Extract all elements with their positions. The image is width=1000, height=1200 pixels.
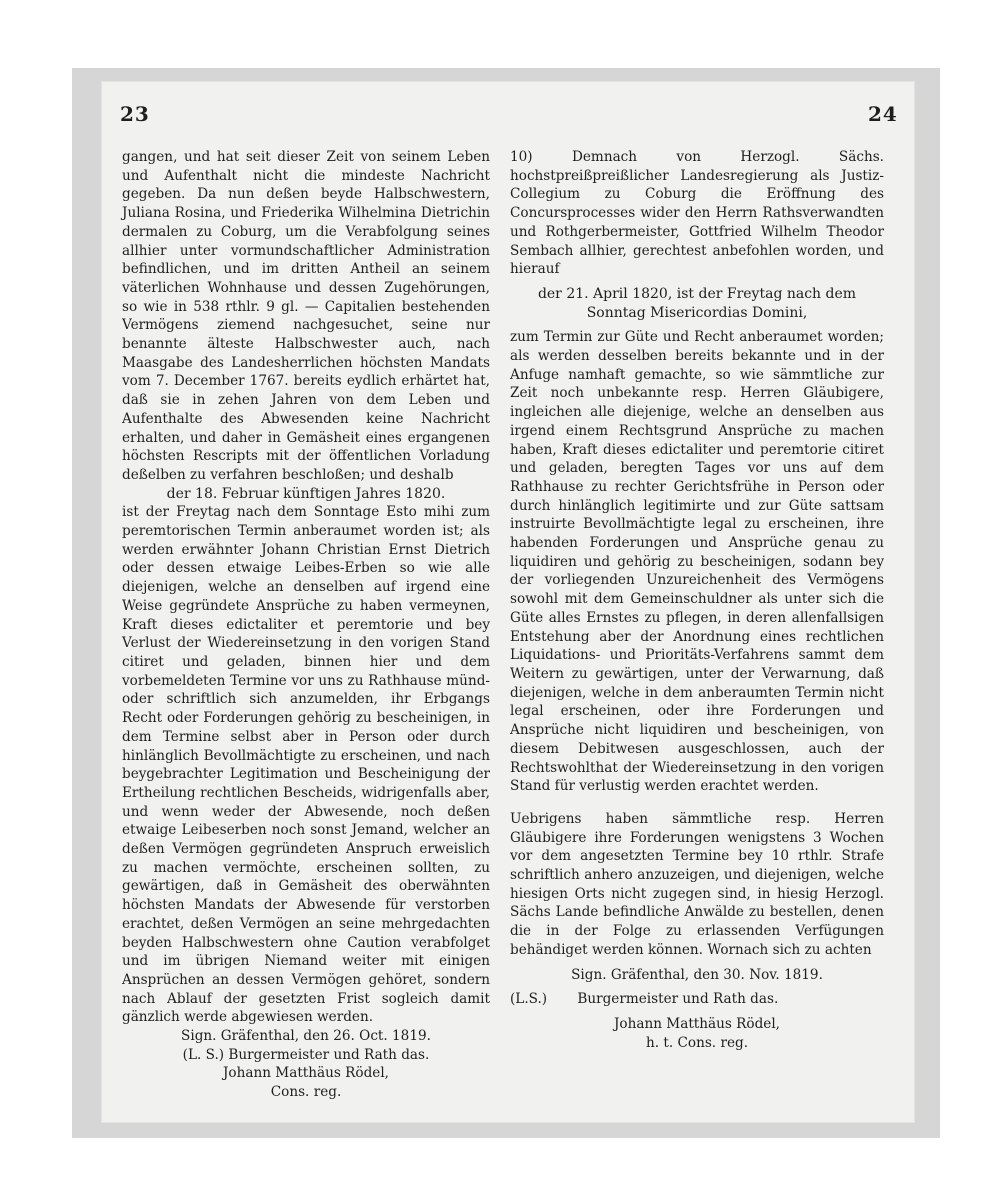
right-sign-name: Johann Matthäus Rödel, xyxy=(613,1015,781,1032)
right-paragraph-1: 10) Demnach von Herzogl. Sächs. hochstpreißpreißlicher Landesregierung als Justiz-Collegium zu Coburg die Eröffnung des Concursprocesses wider den Herrn Rathsverwandten und Rothgerbermeister, Gottfried Wilhelm Theodor Sembach allhier, gerechtest anbefohlen worden, und hierauf xyxy=(510,149,884,278)
right-column xyxy=(510,148,884,1052)
left-paragraph-2: ist der Freytag nach dem Sonntage Esto mihi zum peremtorischen Termin anberaumet worden ist; als werden erwähnter Johann Christian Ernst Dietrich oder dessen etwaige Leibes-Erben so wie alle diejenigen, welche an denselben auf irgend eine Weise gegründete Ansprüche zu haben vermeynen, Kraft dieses edictaliter et peremtorie und bey Verlust der Wiedereinsetzung in den vorigen Stand citiret und geladen, binnen hier und dem vorbemeldeten Termine vor uns zu Rathhause münd- oder schriftlich sich anzumelden, ihr Erbgangs Recht oder Forderungen gehörig zu bescheinigen, in dem Termine selbst aber in Person oder durch hinlänglich Bevollmächtigte zu erscheinen, und nach beygebrachter Legitimation und Bescheinigung der Ertheilung rechtlichen Bescheids, widrigenfalls aber, und wenn weder der Abwesende, noch deßen etwaige Leibeserben noch sonst Jemand, welcher an deßen Vermögen gegründeten Anspruch erweislich zu machen vermöchte, erscheinen sollten, zu gewärtigen, daß in Gemäsheit des oberwähnten höchsten Mandats der Abwesende für verstorben erachtet, deßen Vermögen an seine mehrgedachten beyden Halbschwestern ohne Caution verabfolget und im übrigen Niemand weiter mit einigen Ansprüchen an dessen Vermögen gehöret, sondern nach Ablauf der gesetzten Frist sogleich damit gänzlich werde abgewiesen werden. xyxy=(122,504,490,1026)
right-date-line: der 21. April 1820, ist der Freytag nach dem Sonntag Misericordias Domini, xyxy=(537,285,857,321)
right-paragraph-2: zum Termin zur Güte und Recht anberaumet worden; als werden desselben bereits bekannte und in der Anfuge namhaft gemachte, so wie sämmtliche zur Zeit noch unbekannte resp. Herren Gläubigere, ingleichen alle diejenige, welche an denselben aus irgend einem Rechtsgrund Ansprüche zu machen haben, Kraft dieses edictaliter und peremtorie citiret und geladen, beregten Tages vor uns auf dem Rathhause zu rechter Gerichtsfrühe in Person oder durch hinlänglich legitimirte und zur Güte sattsam instruirte Bevollmächtigte legal zu erscheinen, ihre habenden Forderungen und Ansprüche genau zu liquidiren und gehörig zu bescheinigen, sodann bey der vorliegenden Unzureichenheit des Vermögens sowohl mit dem Gemeinschuldner als unter sich die Güte alles Ernstes zu pflegen, in deren allenfallsigen Entstehung aber der Anordnung eines rechtlichen Liquidations- und Prioritäts-Verfahrens sammt dem Weitern zu gewärtigen, unter der Verwarnung, daß diejenigen, welche in dem anberaumten Termin nicht legal erscheinen, oder ihre Forderungen und Ansprüche nicht liquidiren und bescheinigen, von diesem Debitwesen ausgeschlossen, auch der Rechtswohlthat der Wiedereinsetzung in den vorigen Stand für verlustig werden erachtet werden. xyxy=(510,329,884,795)
left-sign-title: Cons. reg. xyxy=(270,1084,342,1101)
right-sign-title: h. t. Cons. reg. xyxy=(645,1034,749,1051)
left-paragraph-1: gangen, und hat seit dieser Zeit von seinem Leben und Aufenthalt nicht die mindeste Nachricht gegeben. Da nun deßen beyde Halbschwestern, Juliana Rosina, und Friederika Wilhelmina Dietrichin dermalen zu Coburg, um die Verabfolgung seines allhier unter vormundschaftlicher Administration befindlichen, und im dritten Antheil an seinem väterlichen Wohnhause und dessen Zugehörungen, so wie in 538 rthlr. 9 gl. — Capitalien bestehenden Vermögens ziemend nachgesuchet, seine nur benannte älteste Halbschwester auch, nach Maasgabe des Landesherrlichen höchsten Mandats vom 7. December 1767. bereits eydlich erhärtet hat, daß sie in zehen Jahren von dem Leben und Aufenthalte des Abwesenden keine Nachricht erhalten, und daher in Gemäsheit eines ergangenen höchsten Rescripts mit der öffentlichen Vorladung deßelben zu verfahren beschloßen; und deshalb xyxy=(122,149,490,483)
right-paragraph-3: Uebrigens haben sämmtliche resp. Herren Gläubigere ihre Forderungen wenigstens 3 Wochen vor dem angesetzten Termine bey 10 rthlr. Strafe schriftlich anhero anzuzeigen, und diejenigen, welche hiesigen Orts nicht zugegen sind, in hiesig Herzogl. Sächs Lande befindliche Anwälde zu bestellen, denen die in der Folge zu erlassenden Verfügungen behändiget werden können. Wornach sich zu achten xyxy=(510,810,884,958)
left-sign-authority: (L. S.) Burgermeister und Rath das. xyxy=(182,1046,430,1063)
left-column xyxy=(122,148,490,1102)
right-sign-date: Sign. Gräfenthal, den 30. Nov. 1819. xyxy=(571,966,823,983)
right-sign-ls: (L.S.) xyxy=(510,991,548,1008)
page-number-left: 23 xyxy=(120,102,150,126)
right-sign-line xyxy=(510,990,884,1009)
right-sign-authority: Burgermeister und Rath das. xyxy=(577,991,779,1008)
left-date-line: der 18. Februar künftigen Jahres 1820. xyxy=(166,485,446,502)
left-sign-date: Sign. Gräfenthal, den 26. Oct. 1819. xyxy=(181,1028,431,1045)
page-number-right: 24 xyxy=(868,102,898,126)
left-sign-name: Johann Matthäus Rödel, xyxy=(222,1065,390,1082)
